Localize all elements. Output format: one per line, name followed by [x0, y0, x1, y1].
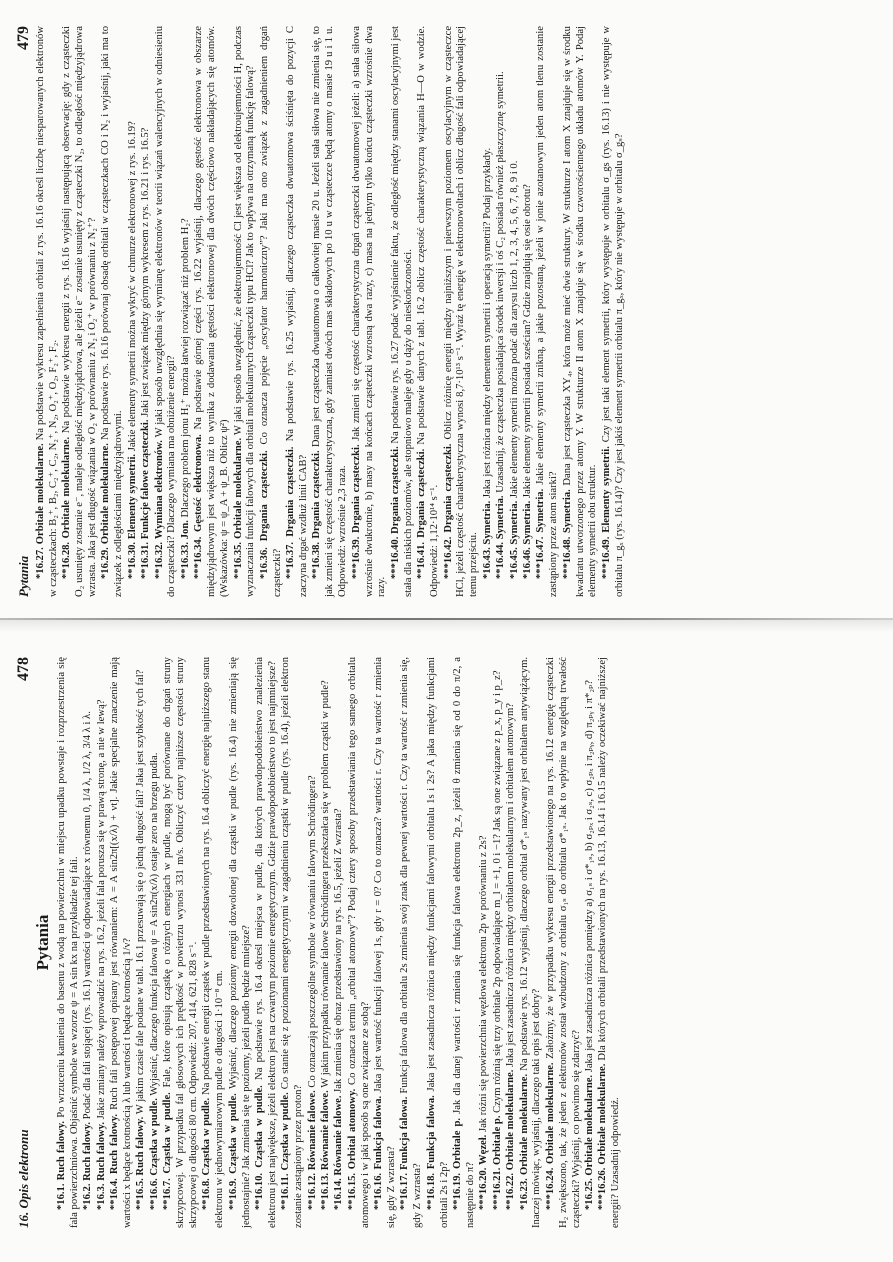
question-topic: Funkcja falowa.	[425, 1095, 437, 1170]
question-number: **16.38.	[311, 541, 323, 579]
question-number: ***16.48.	[561, 536, 573, 579]
question-number: **16.16.	[373, 1172, 385, 1210]
question-topic: Ruch falowy.	[55, 1120, 67, 1181]
question-number: **16.4.	[108, 1178, 120, 1210]
question-number: **16.13.	[319, 1172, 331, 1210]
page-number: 479	[15, 26, 32, 50]
question-topic: Orbitale molekularne.	[34, 443, 46, 545]
question-number: ***16.40.	[389, 536, 401, 579]
question-number: **16.33.	[179, 541, 191, 579]
question-number: *16.46.	[521, 547, 533, 579]
question-item	[535, 26, 561, 597]
question-list	[56, 657, 623, 1228]
question-text: Na podstawie rys. 16.12 wyjaśnij, dlaczego orbital σ*₁ₛ nazywany jest orbitalem antywiążącym. Inaczej mówiąc, wyjaśnij, dlaczego taki opis jest dobry?	[518, 656, 543, 1228]
question-text: Na podstawie danych z tabl. 16.2 oblicz częstość charakterystyczną wiązania H—O w wodzie. Odpowiedź: 1,12·10¹⁴ s⁻¹.	[416, 26, 441, 597]
question-number: **16.30.	[126, 541, 138, 579]
question-text: Na podstawie energii cząstek w pudle przedstawionych na rys. 16.4 obliczyć energię najniższego stanu elektronu w jednowymiarowym pudle o długości 1·10⁻⁸ cm.	[201, 656, 226, 1228]
question-item	[154, 26, 180, 597]
question-topic: Symetria.	[521, 500, 533, 545]
question-text: Jakie elementy symetrii znikną, a jakie pozostaną, jeżeli w jonie azotanowym jeden atom tlenu zostanie zastąpiony przez atom siarki?	[535, 26, 560, 597]
question-text: Fale, które opisują cząstkę o różnych energiach w pudle, mogą być porównane do drgań struny skrzypcowej. W przypadku fal głosowych ich prędkość w powietrzu wynosi 331 m/s. Obliczyć cztery najniższe częstości struny skrzypcowej o długości 80 cm. Odpowiedź: 207, 414, 621, 828 s⁻¹.	[162, 657, 199, 1228]
question-number: **16.44.	[495, 541, 507, 579]
question-item	[443, 26, 482, 597]
question-item	[233, 26, 259, 597]
question-number: *16.36.	[258, 547, 270, 579]
question-topic: Ruch falowy.	[108, 1113, 120, 1175]
question-item	[100, 26, 126, 597]
question-number: **16.17.	[399, 1172, 411, 1210]
question-number: *16.29.	[100, 547, 112, 579]
question-number: **16.7.	[162, 1178, 174, 1210]
question-number: ***16.34.	[193, 536, 205, 579]
question-item	[562, 26, 601, 597]
page-number: 478	[15, 657, 32, 681]
question-number: ***16.24.	[544, 1167, 556, 1210]
running-head	[15, 26, 32, 597]
question-number: ***16.47.	[535, 536, 547, 579]
question-topic: Symetria.	[495, 495, 507, 540]
question-topic: Cząstka w pudle.	[227, 1093, 239, 1174]
question-text: Na podstawie górnej części rys. 16.22 wyjaśnij, dlaczego gęstość elektronowa w obszarze międzyjądrowym jest większa niż to wynika z dodawania gęstości elektronowej dla dwóch częściowo nakładających się atomów. (Wskazówka: ψ = ψ_A + ψ_B. Oblicz ψ²)	[193, 26, 231, 597]
question-item	[478, 657, 491, 1228]
question-text: Co stanie się z poziomami energetycznymi w zagadnieniu cząstki w pudle (rys. 16.4), jeżeli elektron zostanie zastąpiony przez proton?	[280, 657, 305, 1228]
question-topic: Jon.	[179, 520, 191, 540]
question-number: **16.41.	[416, 541, 428, 579]
question-topic: Orbitale molekularne.	[232, 437, 244, 539]
question-item	[280, 657, 306, 1228]
question-topic: Orbital atomowy.	[346, 1088, 358, 1170]
question-number: *16.14.	[333, 1178, 345, 1210]
question-topic: Orbitale molekularne.	[518, 1073, 530, 1176]
question-text: Dana jest cząsteczka XY₄, która może mieć dwie struktury. W strukturze I atom X znajduje się w środku kwadratu utworzonego przez atomy Y. W strukturze II atom X znajduje się w środku czworościennego układu atomów Y. Podaj elementy symetrii obu struktur.	[561, 26, 599, 597]
question-text: Jaki jest związek między górnym wykresem z rys. 16.21 i rys. 16.5?	[140, 127, 152, 417]
question-text: Jakie elementy symetrii można podać dla zarysu liczb 1, 2, 3, 4, 5, 6, 7, 8, 9 i 0.	[508, 160, 520, 499]
question-number: ***16.21.	[491, 1167, 503, 1210]
question-topic: Wymiana elektronów.	[153, 440, 165, 540]
question-list	[35, 26, 627, 597]
question-text: Jakie elementy symetrii można wykryć w chmurze elektronowej z rys. 16.19?	[126, 121, 138, 452]
question-item	[285, 26, 311, 597]
question-number: **16.8.	[201, 1178, 213, 1210]
question-item	[373, 657, 399, 1228]
question-topic: Orbitale molekularne.	[100, 443, 112, 545]
running-head-title: Pytania	[16, 555, 31, 597]
question-item	[162, 657, 201, 1228]
question-number: **16.15.	[346, 1172, 358, 1210]
page-478	[0, 631, 893, 1262]
question-text: W jakim czasie fale podane w tabl. 16.1 przesuwają się o jedną długość fali? Jaka jest szybkość tych fal?	[135, 669, 147, 1115]
question-number: **16.22.	[505, 1172, 517, 1210]
question-text: Jakie zmiany należy wprowadzić na rys. 16.2, jeżeli fala porusza się w prawą stronę, a nie w lewą?	[95, 699, 107, 1120]
question-item	[333, 657, 346, 1228]
question-number: ***16.20.	[478, 1167, 490, 1210]
question-item	[452, 657, 478, 1228]
question-number: *16.43.	[481, 547, 493, 579]
question-item	[390, 26, 416, 597]
question-number: **16.9.	[227, 1178, 239, 1210]
question-item	[426, 657, 452, 1228]
question-item	[505, 657, 518, 1228]
question-item	[597, 657, 623, 1228]
question-topic: Orbitale molekularne.	[61, 436, 73, 539]
question-item	[311, 26, 350, 597]
question-item	[109, 657, 135, 1228]
question-text: Jak zmienia się obraz przedstawiony na rys. 16.5, jeżeli Z wzrasta?	[333, 808, 345, 1093]
question-topic: Elementy symetrii.	[600, 446, 612, 533]
question-number: ***16.26.	[597, 1167, 609, 1210]
question-number: *16.3.	[95, 1183, 107, 1210]
question-text: Na podstawie wykresu energii z rys. 16.16 wyjaśnij następującą obserwację: gdy z cząsteczki O₂ usunięty zostanie e⁻, maleje odległość międzyjądrowa, ale jeżeli e⁻ zostanie usunięty z cząsteczki N₂, to odległość międzyjądrowa wzrasta. Jaka jest długość wiązania w O₂ w porównaniu z N₂ i O₂⁺ w porównaniu z N₂⁺?	[61, 26, 99, 597]
question-topic: Orbitale molekularne.	[584, 1074, 596, 1176]
question-text: Czy jest taki element symetrii, który występuje w orbitalu σ_gs (rys. 16.13) i nie występuje w orbitalu π_gₓ (rys. 16.14)? Czy jest jakiś element symetrii orbitalu π_gₓ, który nie występuje w orbitalu σ_gₛ?	[600, 25, 625, 597]
question-text: Uzasadnij, że cząsteczka posiadająca środek inwersji i oś C₂ posiada również płaszczyznę symetrii.	[495, 71, 507, 493]
question-topic: Ruch falowy.	[135, 1116, 147, 1176]
question-item	[135, 657, 148, 1228]
question-text: Na podstawie rys. 16.16 porównaj obsadę orbitali w cząsteczkach CO i N₂ i wyjaśnij, jaki ma to związek z odległościami międzyjądrowymi.	[100, 25, 125, 597]
question-topic: Cząstka w pudle.	[280, 1092, 292, 1171]
question-item	[545, 657, 584, 1228]
question-topic: Symetria.	[561, 489, 573, 534]
question-text: Podać dla fali stojącej (rys. 16.1) wartości ψ odpowiadające x równemu 0, 1/4 λ, 1/2 λ, 3/4 λ i λ.	[82, 711, 94, 1120]
question-item	[522, 26, 535, 597]
question-topic: Cząstka w pudle.	[253, 1085, 265, 1168]
question-topic: Orbitale molekularne.	[597, 1063, 609, 1165]
question-number: **16.32.	[153, 541, 165, 579]
question-item	[140, 26, 153, 597]
question-item	[201, 657, 227, 1228]
question-text: W jaki sposób uwzględnia się wymianę elektronów w teorii wiązań walencyjnych w odniesieniu do cząsteczki? Dlaczego wymiana ma obniżenie energii?	[153, 26, 178, 597]
question-item	[61, 26, 100, 597]
question-item	[180, 26, 193, 597]
question-item	[351, 26, 390, 597]
question-number: **16.31.	[140, 541, 152, 579]
question-topic: Cząstka w pudle.	[162, 1092, 174, 1174]
question-topic: Drgania cząsteczki.	[350, 444, 362, 534]
question-number: **16.6.	[148, 1178, 160, 1210]
question-topic: Drgania cząsteczki.	[285, 446, 297, 537]
question-number: **16.11.	[280, 1173, 292, 1210]
question-item	[519, 657, 545, 1228]
question-number: *16.1.	[55, 1183, 67, 1210]
question-topic: Orbitale molekularne.	[544, 1062, 556, 1165]
question-number: **16.12.	[306, 1172, 318, 1210]
question-text: Na podstawie wykresu zapełnienia orbitali z rys. 16.16 określ liczbę niesparowanych elektronów w cząsteczkach: B₂⁺, B₂, C₂⁺, C₂, N₂⁺, N₂, O₂⁺, O₂, F₂⁺, F₂.	[34, 26, 59, 597]
question-number: *16.2.	[82, 1183, 94, 1210]
question-number: **16.18.	[425, 1172, 437, 1210]
question-text: Jak różni się powierzchnia węzłowa elektronu 2p w porównaniu z 2s?	[478, 835, 490, 1133]
question-item	[601, 26, 627, 597]
question-text: Założmy, że w przypadku wykresu energii przedstawionego na rys. 16.12 energię cząsteczki H₂ zwiększono, tak, że jeden z elektronów został wzbudzony z orbitalu σ₁ₛ do orbitalu σ*₁ₛ. Jak to wpłynie na względną trwałość cząsteczki? Wyjaśnij, co powinno się zdarzyć?	[544, 657, 582, 1228]
question-topic: Cząstka w pudle.	[201, 1097, 213, 1176]
question-item	[482, 26, 495, 597]
question-item	[127, 26, 140, 597]
question-item	[259, 26, 285, 597]
question-text: W jakim przypadku równanie falowe Schrödingera przekształca się w problem cząstki w pudle?	[319, 680, 331, 1088]
question-topic: Funkcja falowa.	[399, 1096, 411, 1170]
question-topic: Drgania cząsteczki.	[311, 450, 323, 539]
question-topic: Drgania cząsteczki.	[416, 448, 428, 538]
question-topic: Ruch falowy.	[95, 1121, 107, 1181]
question-number: **16.10.	[253, 1172, 265, 1210]
question-item	[228, 657, 254, 1228]
question-text: Czym różnią się trzy orbitale 2p odpowiadające m_l = +1, 0 i −1? Jak są one związane z p_x, p_y i p_z?	[491, 670, 503, 1113]
question-topic: Orbitale molekularne.	[505, 1069, 517, 1171]
question-topic: Drgania cząsteczki.	[258, 450, 270, 542]
question-number: **16.19.	[452, 1172, 463, 1210]
question-number: **16.35.	[232, 541, 244, 579]
question-topic: Elementy symetrii.	[126, 453, 138, 540]
question-item	[82, 657, 95, 1228]
question-topic: Symetria.	[535, 488, 547, 533]
question-text: Dla których orbitali przedstawionych na rys. 16.13, 16.14 i 16.15 należy oczekiwać najniższej energii? Uzasadnij odpowiedź.	[597, 657, 622, 1228]
question-number: **16.5.	[135, 1178, 147, 1210]
running-head	[15, 657, 32, 1228]
question-text: Oblicz różnicę energii między najniższym i pierwszym poziomem oscylacyjnym w cząsteczce HCl, jeżeli częstość charakterystyczna wynosi 8,7·10¹³ s⁻¹. Wyraź tę energię w elektronowoltach i oblicz długość fali odpowiadającej temu przejściu.	[442, 25, 480, 597]
question-number: ***16.39.	[350, 536, 362, 579]
question-text: Ruch fali postępowej opisany jest równaniem: A = A sin2π[(x/λ) + νt]. Jakie specjalne znaczenie mają wartości x będące krotnością λ lub wartości t będące krotnością 1/ν?	[108, 657, 133, 1228]
question-text: Po wrzuceniu kamienia do basenu z wodą na powierzchni w miejscu upadku powstaje i rozprzestrzenia się fala powierzchniowa. Objaśnić symbole we wzorze ψ = A sin kx na przykładzie tej fali.	[55, 657, 80, 1228]
question-text: Co oznaczają poszczególne symbole w równaniu falowym Schrödingera?	[306, 775, 318, 1088]
question-item	[35, 26, 61, 597]
question-topic: Orbitale p.	[452, 1117, 463, 1169]
question-text: Funkcja falowa dla orbitalu 2s zmienia swój znak dla pewnej wartości r. Czy ta wartość r zmienia się, gdy Z wzrasta?	[399, 657, 424, 1228]
question-item	[492, 657, 505, 1228]
question-topic: Symetria.	[481, 500, 493, 545]
question-text: Jaka jest zasadnicza różnica między funkcjami falowymi orbitalu 1s i 2s? A jaka między funkcjami orbitali 2s i 2p?	[425, 657, 450, 1228]
question-item	[509, 26, 522, 597]
question-item	[320, 657, 333, 1228]
question-item	[96, 657, 109, 1228]
question-text: Na podstawie rys. 16.4 określ miejsca w pudle, dla których prawdopodobieństwo znalezienia elektronu jest największe, jeżeli elektron jest na czwartym poziomie energetycznym. Gdzie prawdopodobieństwo to jest najmniejsze?	[253, 656, 278, 1228]
question-text: Dlaczego problem jonu H₂⁺ można łatwiej rozwiązać niż problem H₂?	[179, 218, 191, 518]
question-topic: Równanie falowe.	[306, 1090, 318, 1171]
page-478-content	[0, 631, 893, 1262]
question-text: Wyjaśnić, dlaczego poziomy energii dozwolonej dla cząstki w pudle (rys. 16.4) nie zmieniają się jednostajnie? Jak zmienia się te poziomy, jeżeli pudło będzie mniejsze?	[227, 657, 252, 1228]
question-topic: Cząstka w pudle.	[148, 1098, 160, 1176]
question-text: W jaki sposób uwzględnić, że elektroujemność Cl jest większa od elektroujemności H, podczas wyznaczania funkcji falowych dla orbitali molekularnych cząsteczki typu HCl? Jak to wpływa na otrzymaną funkcję falową?	[232, 26, 257, 597]
question-item	[193, 26, 232, 597]
question-text: Jak dla danej wartości r zmienia się funkcja falowa elektronu 2p_z, jeżeli θ zmienia się od 0 do π/2, a następnie do π?	[452, 656, 476, 1228]
question-topic: Orbitale p.	[491, 1115, 503, 1165]
question-topic: Drgania cząsteczki.	[442, 443, 454, 533]
question-item	[416, 26, 442, 597]
question-topic: Węzeł.	[478, 1134, 490, 1165]
question-item	[149, 657, 162, 1228]
question-item	[584, 657, 597, 1228]
question-item	[56, 657, 82, 1228]
question-number: *16.23.	[518, 1178, 530, 1210]
question-number: **16.28.	[61, 541, 73, 579]
question-text: Na podstawie rys. 16.25 wyjaśnij, dlaczego cząsteczka dwuatomowa ściśnięta do pozycji C zaczyna drgać wzdłuż linii CAB?	[285, 25, 310, 597]
question-number: ***16.49.	[600, 536, 612, 579]
question-topic: Funkcje falowe cząsteczki.	[140, 419, 152, 540]
question-topic: Symetria.	[508, 500, 520, 545]
question-topic: Równanie falowe.	[319, 1090, 331, 1171]
question-topic: Funkcja falowa.	[373, 1095, 385, 1170]
question-text: Jaka jest zasadnicza różnica między orbitalem molekularnym i orbitalem atomowym?	[505, 703, 517, 1067]
question-text: Wyjaśnić, dlaczego funkcja falowa ψ = A sin2π(x/λ) ostaje zero na brzegu pudła.	[148, 752, 160, 1096]
question-item	[495, 26, 508, 597]
question-item	[307, 657, 320, 1228]
question-topic: Drgania cząsteczki.	[389, 446, 401, 534]
question-text: Jak zmieni się częstość charakterystyczna drgań cząsteczki dwuatomowej jeżeli: a) stała siłowa wzrośnie dwukrotnie, b) masy na końcach cząsteczki wzrosną dwa razy, c) masa na jednym tylko końcu cząsteczki wzrośnie dwa razy.	[350, 26, 388, 597]
question-text: Na podstawie rys. 16.27 podać wyjaśnienie faktu, że odległość między stanami oscylacyjnymi jest stała dla niskich poziomów, ale stopniowo maleje gdy υ dąży do nieskończoności.	[389, 25, 414, 597]
question-topic: Gęstość elektronowa.	[193, 434, 205, 532]
question-number: **16.37.	[285, 541, 297, 579]
question-text: Jaka jest różnica między elementem symetrii i operacją symetrii? Podaj przykłady.	[481, 147, 493, 499]
question-number: *16.27.	[34, 547, 46, 579]
question-text: Co oznacza pojęcie „oscylator harmoniczny”? Jaki ma ono związek z zagadnieniem drgań cząsteczki?	[258, 26, 283, 597]
question-topic: Równanie falowe.	[333, 1095, 345, 1176]
question-item	[399, 657, 425, 1228]
question-text: Jaka jest wartość funkcji falowej 1s, gdy r = 0? Co to oznacza? wartości r. Czy ta wartość r zmienia się, gdy Z wzrasta?	[373, 657, 397, 1228]
question-number: *16.45.	[508, 547, 520, 579]
question-item	[254, 657, 280, 1228]
question-number: ***16.42.	[442, 536, 454, 579]
section-title: Pytania	[32, 914, 52, 971]
question-text: Co oznacza termin „orbital atomowy”? Podaj cztery sposoby przedstawiania tego samego orbitalu atomowego i w jaki sposób są one związane ze sobą?	[346, 657, 371, 1228]
question-number: *16.25.	[584, 1178, 596, 1210]
question-item	[347, 657, 373, 1228]
question-text: Dana jest cząsteczka dwuatomowa o całkowitej masie 20 u. Jeżeli stała siłowa nie zmienia się, to jak zmieni się częstość charakterystyczna, gdy zamiast dwóch mas składowych po 10 u w cząsteczce będą atomy o masie 19 u i 1 u. Odpowiedź: wzrośnie 2,3 raza.	[311, 26, 349, 597]
question-text: Jakie elementy symetrii posiada sześcian? Gdzie znajdują się osie obrotu?	[521, 184, 533, 499]
question-text: Jaka jest zasadnicza różnica pomiędzy a) σ₁ₛ i σ*₁ₛ, b) σ₂ₚₓ i σ₂ₛ, c) σ₂ₚₓ i π₂ₚᵧ, d) π₂ₚᵧ i π*₂ₚ?	[584, 680, 596, 1073]
running-head-title: 16. Opis elektronu	[16, 1129, 31, 1228]
question-topic: Ruch falowy.	[82, 1121, 94, 1181]
